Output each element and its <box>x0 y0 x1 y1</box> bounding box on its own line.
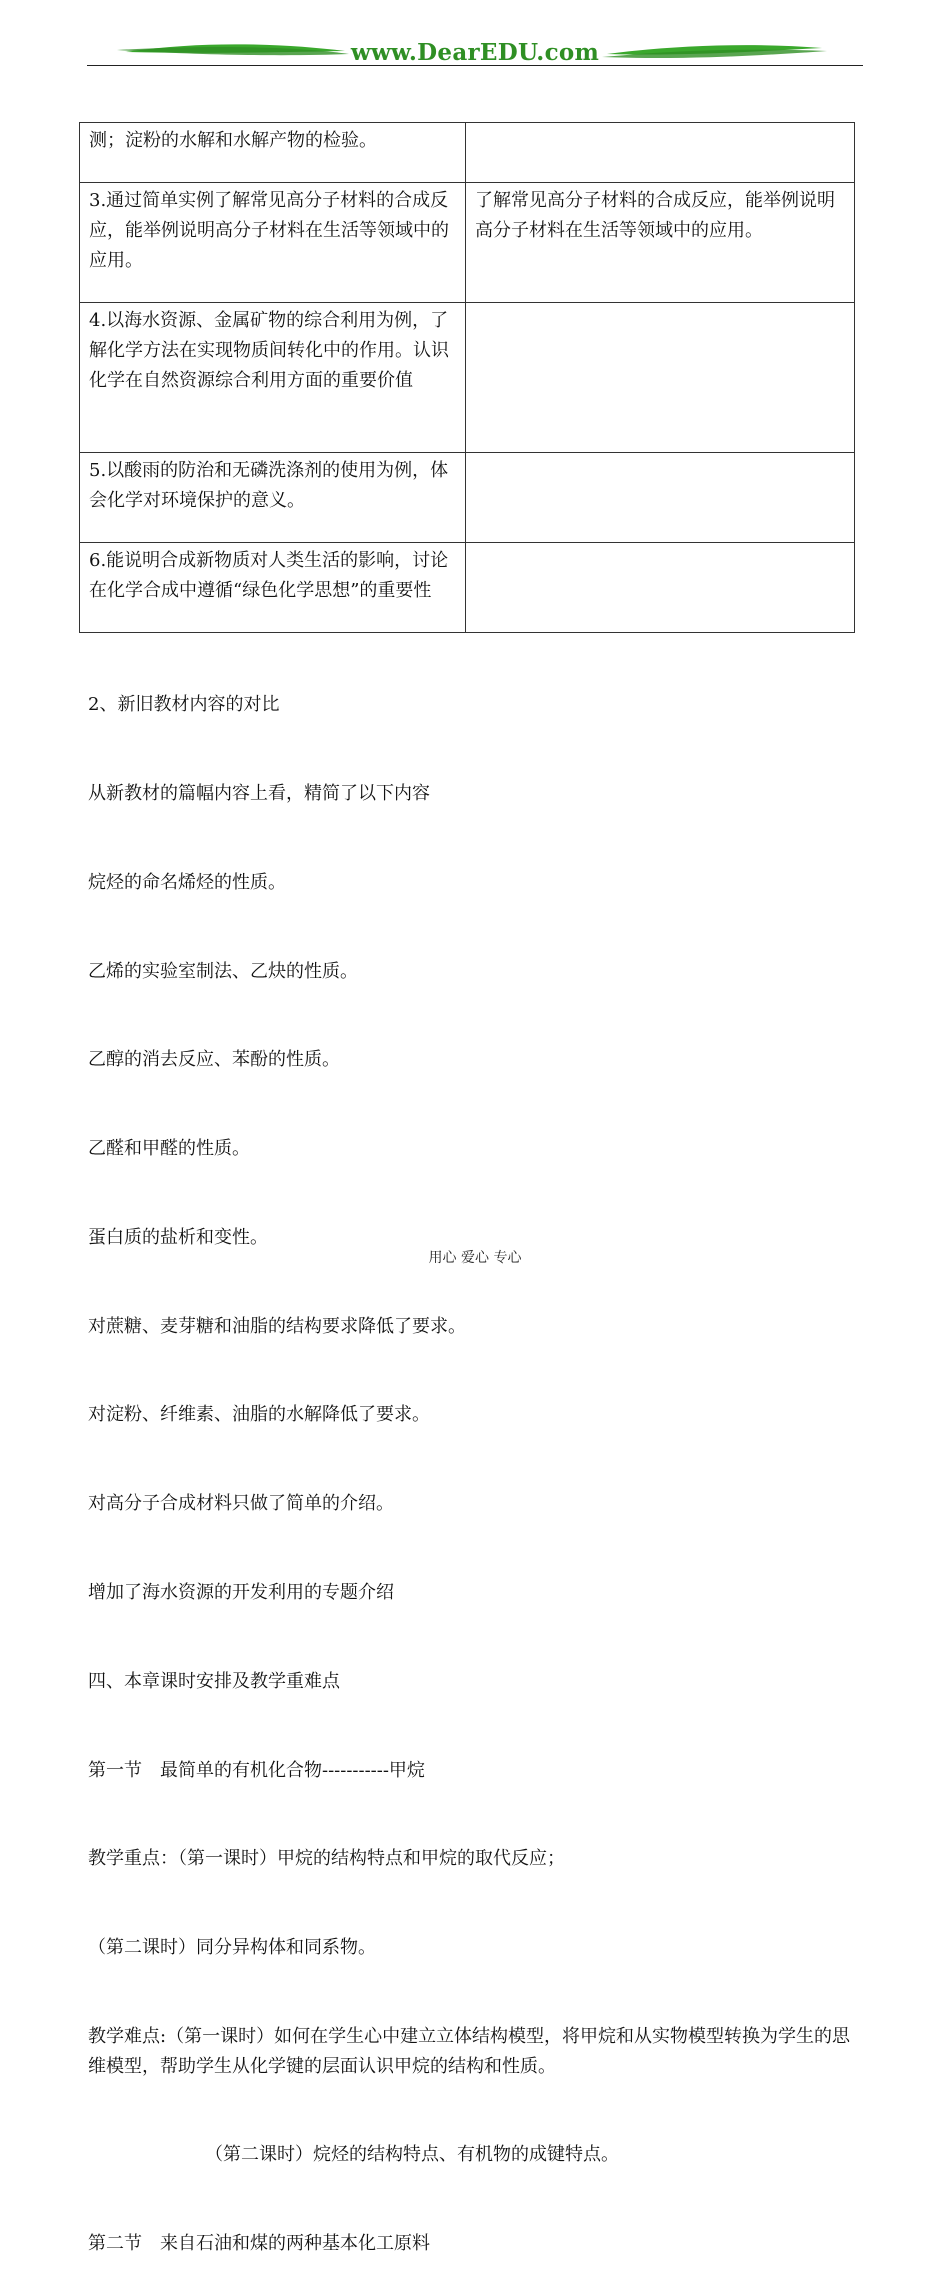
page-footer: 用心 爱心 专心 <box>428 1250 522 1266</box>
text-line: 乙烯的实验室制法、乙炔的性质。 <box>88 960 358 982</box>
table-cell-note: 了解常见高分子材料的合成反应，能举例说明高分子材料在生活等领域中的应用。 <box>466 183 855 303</box>
teaching-difficulty-paragraph: 教学难点:（第一课时）如何在学生心中建立立体结构模型，将甲烷和从实物模型转换为学生的思维模型，帮助学生从化学键的层面认识甲烷的结构和性质。 <box>88 2025 851 2077</box>
section-heading-schedule: 四、本章课时安排及教学重难点 <box>88 1670 340 1692</box>
header-divider <box>87 65 863 66</box>
document-body <box>88 631 864 2288</box>
table-row <box>80 303 855 453</box>
section-heading-comparison: 2、新旧教材内容的对比 <box>88 694 280 716</box>
table-cell-note <box>466 123 855 183</box>
teaching-difficulty-second: （第二课时）烷烃的结构特点、有机物的成键特点。 <box>205 2144 619 2166</box>
text-line: 对高分子合成材料只做了简单的介绍。 <box>88 1493 394 1515</box>
text-line: 乙醇的消去反应、苯酚的性质。 <box>88 1049 340 1071</box>
text-line: 乙醛和甲醛的性质。 <box>88 1138 250 1160</box>
text-line: 烷烃的命名烯烃的性质。 <box>88 871 286 893</box>
curriculum-standards-table <box>79 122 855 633</box>
table-row <box>80 453 855 543</box>
table-row <box>80 183 855 303</box>
table-cell-requirement: 测；淀粉的水解和水解产物的检验。 <box>80 123 466 183</box>
text-line: 增加了海水资源的开发利用的专题介绍 <box>88 1582 394 1603</box>
table-cell-requirement: 6.能说明合成新物质对人类生活的影响，讨论在化学合成中遵循“绿色化学思想”的重要性 <box>80 543 466 633</box>
table-cell-requirement: 3.通过简单实例了解常见高分子材料的合成反应，能举例说明高分子材料在生活等领域中的应用。 <box>80 183 466 303</box>
site-logo[interactable]: www.DearEDU.com <box>350 39 600 66</box>
table-row <box>80 123 855 183</box>
text-line: 对淀粉、纤维素、油脂的水解降低了要求。 <box>88 1404 430 1426</box>
teaching-focus-line: （第二课时）同分异构体和同系物。 <box>88 1937 376 1959</box>
table-cell-note <box>466 303 855 453</box>
table-cell-requirement: 4.以海水资源、金属矿物的综合利用为例，了解化学方法在实现物质间转化中的作用。认识化学在自然资源综合利用方面的重要价值 <box>80 303 466 453</box>
table-row <box>80 543 855 633</box>
lesson-title-section-two: 第二节 来自石油和煤的两种基本化工原料 <box>88 2233 430 2255</box>
lesson-title-section-one: 第一节 最简单的有机化合物-----------甲烷 <box>88 1759 425 1781</box>
text-line: 从新教材的篇幅内容上看，精简了以下内容 <box>88 782 430 804</box>
table-cell-requirement: 5.以酸雨的防治和无磷洗涤剂的使用为例，体会化学对环境保护的意义。 <box>80 453 466 543</box>
text-line: 蛋白质的盐析和变性。 <box>88 1226 268 1248</box>
table-cell-note <box>466 453 855 543</box>
teaching-focus-line: 教学重点：（第一课时）甲烷的结构特点和甲烷的取代反应； <box>88 1848 565 1870</box>
table-cell-note <box>466 543 855 633</box>
text-line: 对蔗糖、麦芽糖和油脂的结构要求降低了要求。 <box>88 1315 466 1337</box>
page-header <box>87 38 863 68</box>
